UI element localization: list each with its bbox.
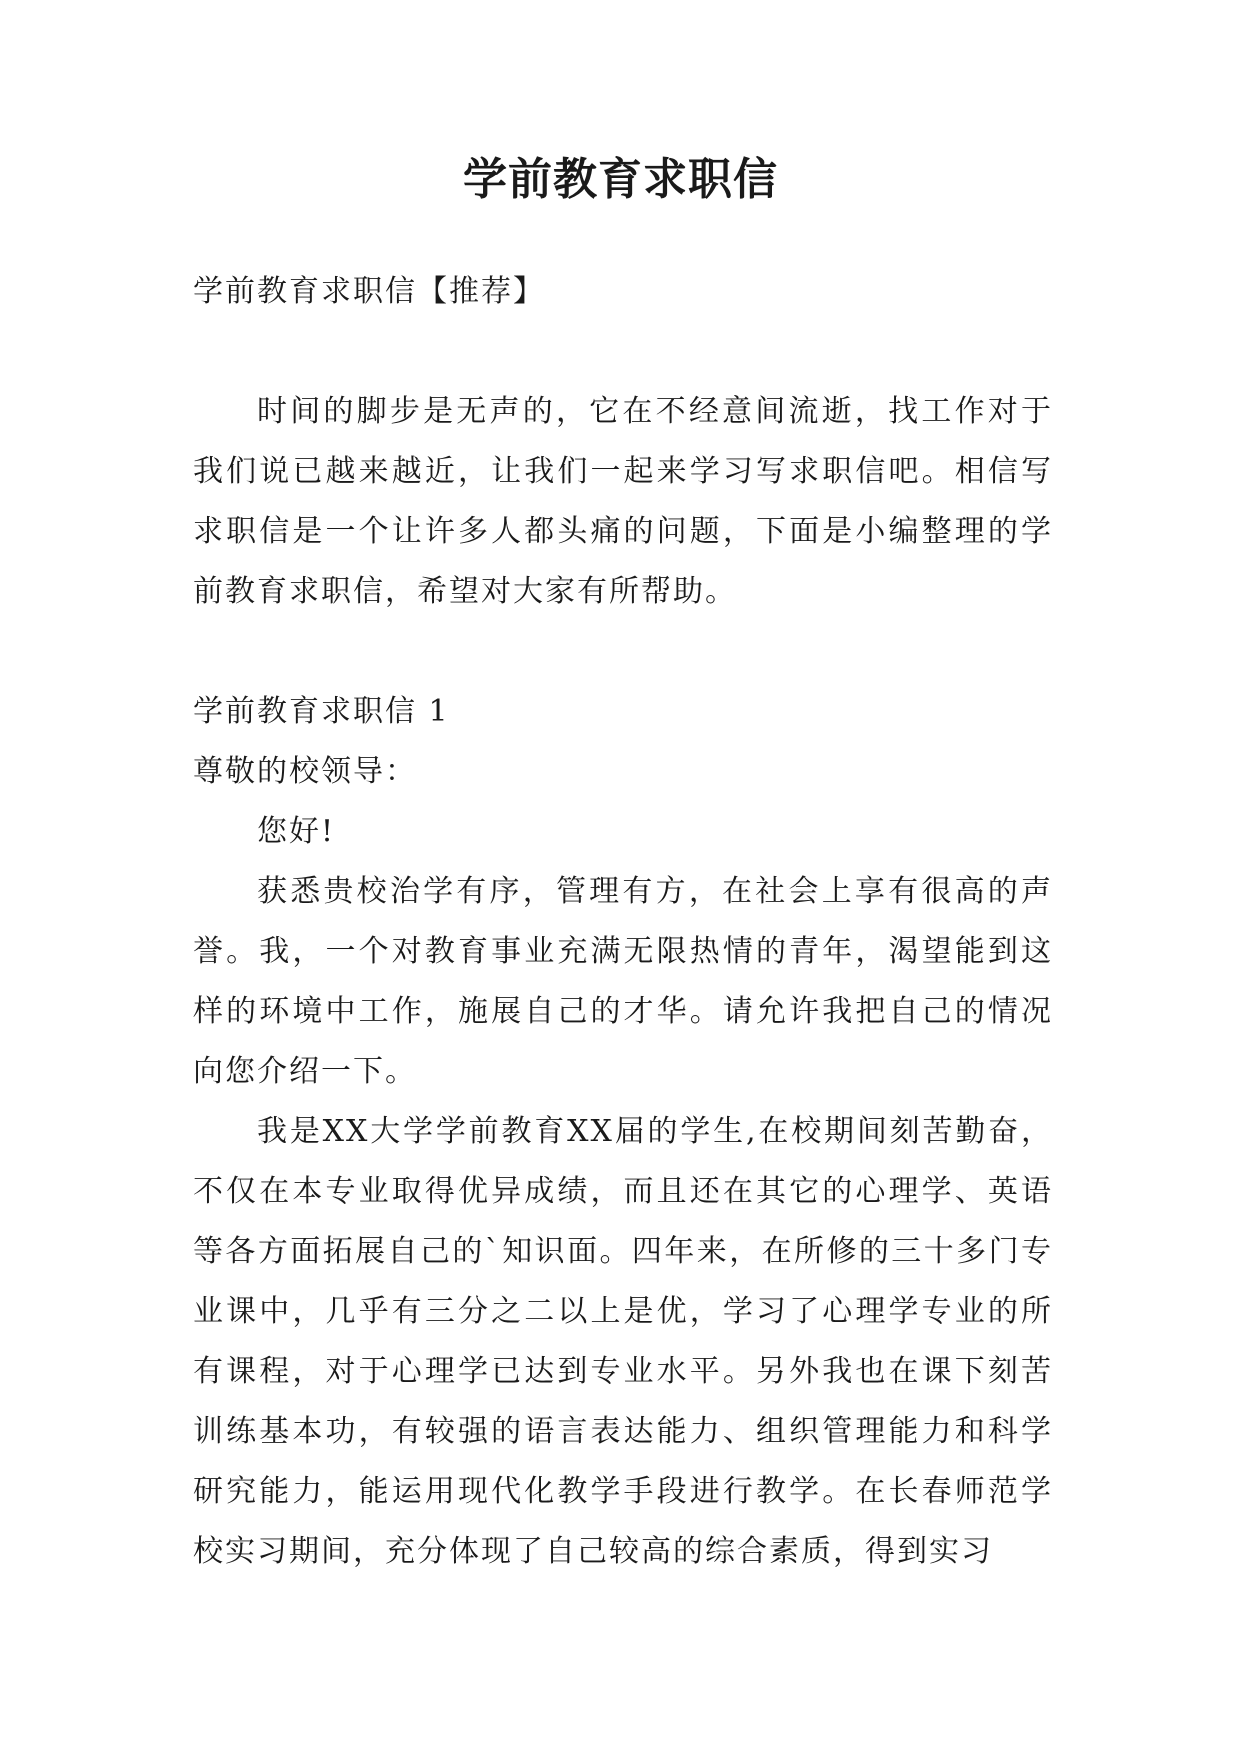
document-body — [193, 262, 1053, 1582]
salutation: 尊敬的校领导： — [193, 754, 417, 789]
spacer — [193, 322, 1053, 382]
body-paragraph: 获悉贵校治学有序，管理有方，在社会上享有很高的声誉。我，一个对教育事业充满无限热情的青年，渴望能到这样的环境中工作，施展自己的才华。请允许我把自己的情况向您介绍一下。 — [193, 874, 1053, 1089]
document-subtitle: 学前教育求职信【推荐】 — [193, 274, 545, 309]
intro-paragraph: 时间的脚步是无声的，它在不经意间流逝，找工作对于我们说已越来越近，让我们一起来学习写求职信吧。相信写求职信是一个让许多人都头痛的问题，下面是小编整理的学前教育求职信，希望对大家有所帮助。 — [193, 394, 1053, 609]
spacer — [193, 622, 1053, 682]
greeting: 您好! — [257, 814, 336, 849]
document-title: 学前教育求职信 — [463, 154, 778, 205]
section-heading: 学前教育求职信 1 — [193, 694, 450, 729]
body-paragraph: 我是XX大学学前教育XX届的学生,在校期间刻苦勤奋，不仅在本专业取得优异成绩，而且还在其它的心理学、英语等各方面拓展自己的`知识面。四年来，在所修的三十多门专业课中，几乎有三分之二以上是优，学习了心理学专业的所有课程，对于心理学已达到专业水平。另外我也在课下刻苦训练基本功，有较强的语言表达能力、组织管理能力和科学研究能力，能运用现代化教学手段进行教学。在长春师范学校实习期间，充分体现了自己较高的综合素质，得到实习 — [193, 1114, 1053, 1569]
